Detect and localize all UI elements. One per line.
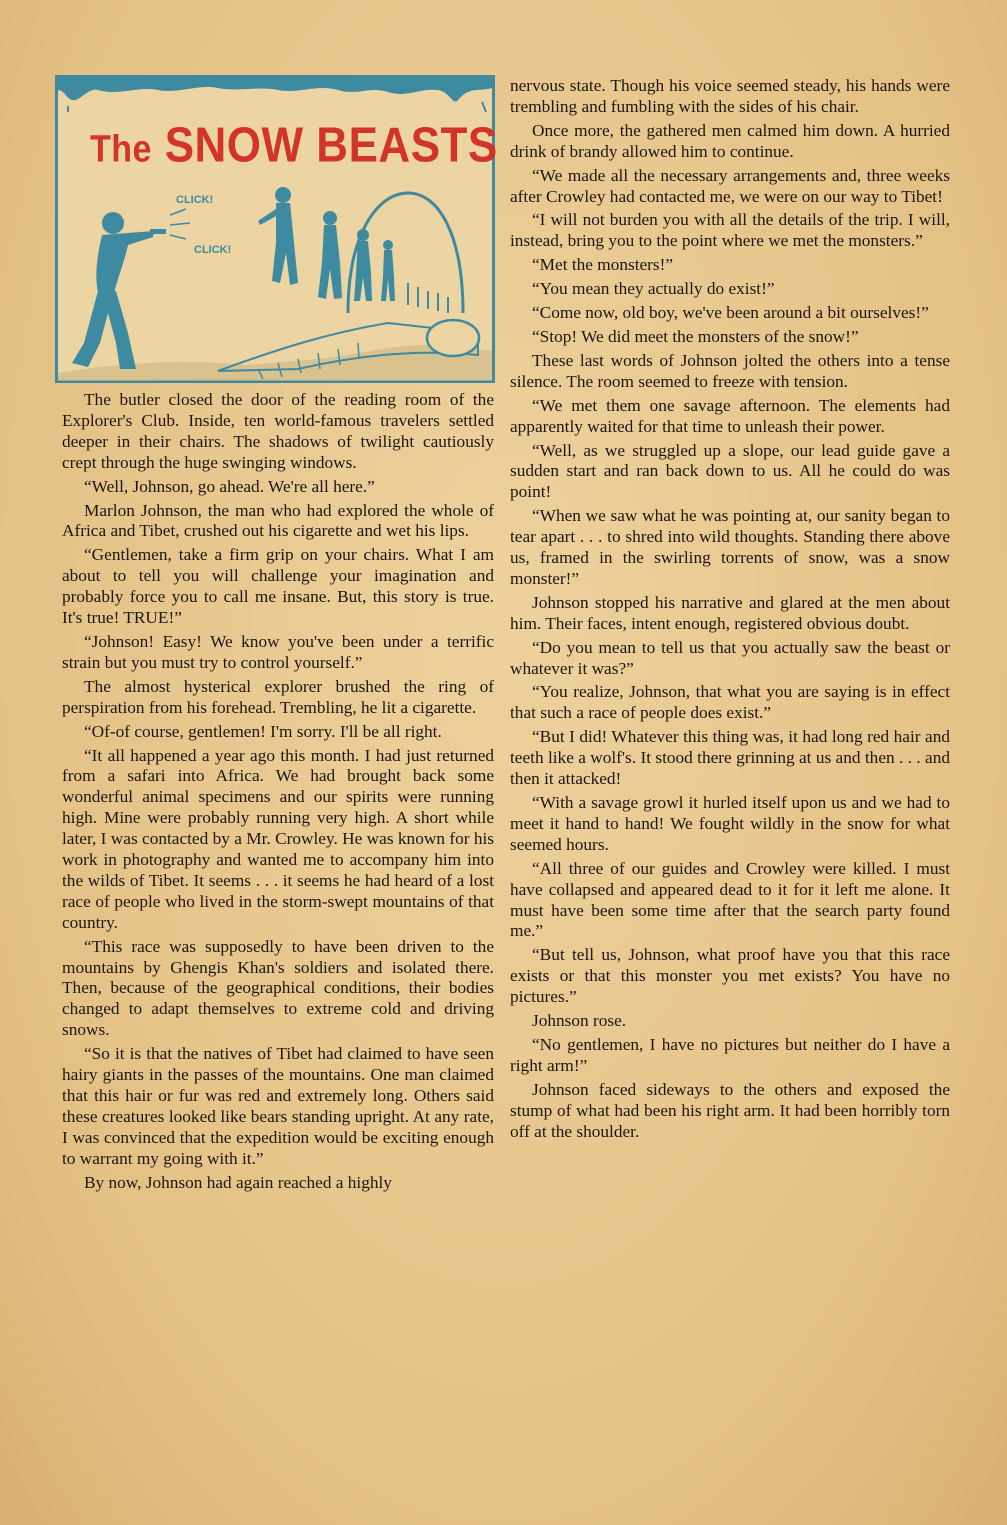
paragraph: “With a savage growl it hurled itself upon us and we had to meet it hand to hand! We fought wildly in the snow for what seemed hours. [510, 793, 950, 854]
paragraph: “We made all the necessary arrangements and, three weeks after Crowley had contacted me, we were on our way to Tibet! [510, 165, 950, 206]
paragraph: “Stop! We did meet the monsters of the snow!” [532, 326, 859, 346]
click-sound-effect-2: CLICK! [194, 244, 232, 256]
title-prefix: The [90, 128, 152, 171]
paragraph: “When we saw what he was pointing at, our sanity began to tear apart . . . to shred into wild thoughts. Standing there above us, framed in the swirling torrents of snow, was a snow monster!” [510, 506, 950, 588]
paragraph: The butler closed the door of the reading room of the Explorer's Club. Inside, ten world-famous travelers settled deeper in their chairs. The shadows of twilight cautiously crept through the huge swinging windows. [62, 390, 494, 472]
paragraph: Johnson faced sideways to the others and exposed the stump of what had been his right arm. It had been horribly torn off at the shoulder. [510, 1079, 950, 1141]
paragraph: “Met the monsters!” [532, 255, 674, 275]
right-text-column [510, 76, 950, 1146]
paragraph: “This race was supposedly to have been driven to the mountains by Ghengis Khan's soldiers and isolated there. Then, because of the geographical conditions, their bodies changed to adapt themselves to extreme cold and driving snows. [62, 936, 494, 1040]
title-panel [55, 75, 498, 383]
paragraph: Johnson stopped his narrative and glared at the men about him. Their faces, intent enough, registered obvious doubt. [510, 592, 950, 633]
paragraph: “I will not burden you with all the details of the trip. I will, instead, bring you to the point where we met the monsters.” [510, 210, 950, 251]
paragraph: Marlon Johnson, the man who had explored the whole of Africa and Tibet, crushed out his cigarette and wet his lips. [62, 500, 494, 541]
paragraph: “Come now, old boy, we've been around a bit ourselves!” [532, 303, 929, 323]
paragraph: “Of-of course, gentlemen! I'm sorry. I'll be all right. [84, 721, 442, 741]
paragraph: “Johnson! Easy! We know you've been under a terrific strain but you must try to control yourself.” [62, 631, 494, 672]
paragraph: “We met them one savage afternoon. The elements had apparently waited for that time to unleash their power. [510, 395, 950, 436]
paragraph: “Well, as we struggled up a slope, our lead guide gave a sudden start and ran back down to us. All he could do was point! [510, 440, 950, 502]
click-sound-effect-1: CLICK! [176, 194, 214, 206]
paragraph: “Well, Johnson, go ahead. We're all here.” [84, 476, 375, 496]
paragraph: “So it is that the natives of Tibet had claimed to have seen hairy giants in the passes of the mountains. One man claimed that this hair or fur was red and extremely long. Others said these creatures looked like bears standing upright. At any rate, I was convinced that the expedition would be exciting enough to warrant my going with it.” [62, 1044, 494, 1168]
paragraph: “Do you mean to tell us that you actually saw the beast or whatever it was?” [510, 637, 950, 678]
paragraph: “All three of our guides and Crowley were killed. I must have collapsed and appeared dead to it for it left me alone. It must have been some time after that the search party found me.” [510, 858, 950, 941]
paragraph: “No gentlemen, I have no pictures but neither do I have a right arm!” [510, 1034, 950, 1075]
story-title [90, 118, 498, 174]
icicle-frame-decoration [58, 78, 492, 112]
paragraph: “You mean they actually do exist!” [532, 279, 775, 299]
paragraph: “Gentlemen, take a firm grip on your chairs. What I am about to tell you will challenge your imagination and probably force you to call me insane. But, this story is true. It's true! TRUE!” [62, 545, 494, 628]
paragraph: Once more, the gathered men calmed him down. A hurried drink of brandy allowed him to continue. [510, 120, 950, 161]
paragraph: “It all happened a year ago this month. I had just returned from a safari into Africa. We had brought back some wonderful animal specimens and our spirits were running high. Mine were probably running very high. A short while later, I was contacted by a Mr. Crowley. He was known for his work in photography and wanted me to accompany him into the wilds of Tibet. It seems . . . it seems he had heard of a lost race of people who lived in the storm-swept mountains of that country. [62, 745, 494, 932]
left-text-column [62, 390, 494, 1197]
paragraph: “But I did! Whatever this thing was, it had long red hair and teeth like a wolf's. It stood there grinning at us and then . . . and then it attacked! [510, 727, 950, 789]
paragraph: “You realize, Johnson, that what you are saying is in effect that such a race of people does exist.” [510, 682, 950, 723]
paragraph-continuation: nervous state. Though his voice seemed steady, his hands were trembling and fumbling with the sides of his chair. [510, 76, 950, 116]
title-main: SNOW BEASTS [164, 118, 498, 173]
paragraph: “But tell us, Johnson, what proof have you that this race exists or that this monster you met exists? You have no pictures.” [510, 945, 950, 1007]
paragraph: These last words of Johnson jolted the others into a tense silence. The room seemed to freeze with tension. [510, 350, 950, 391]
paragraph: By now, Johnson had again reached a highly [84, 1172, 392, 1192]
explorer-figure [72, 212, 166, 369]
paragraph: The almost hysterical explorer brushed the ring of perspiration from his forehead. Trembling, he lit a cigarette. [62, 676, 494, 717]
paragraph: Johnson rose. [532, 1011, 627, 1031]
snow-beasts-illustration [58, 173, 492, 381]
snow-beast-figures [258, 187, 395, 301]
distant-figures [408, 283, 448, 313]
